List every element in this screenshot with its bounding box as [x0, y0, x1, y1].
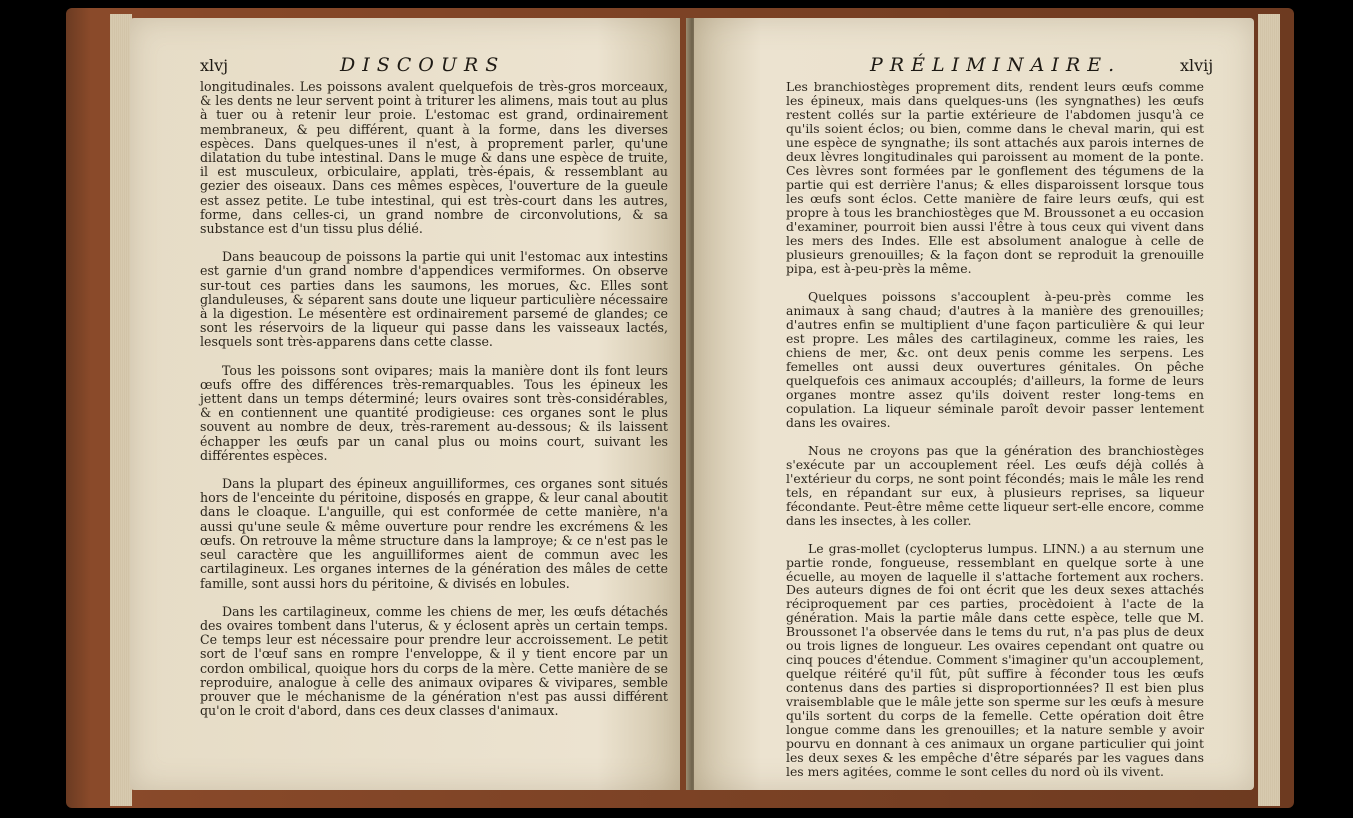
left-page-number: xlvj [200, 56, 229, 75]
paragraph: Dans beaucoup de poissons la partie qui unit l'estomac aux intestins est garnie d'un grand nombre d'appendices vermiformes. On observe sur-tout ces parties dans les saumons, les morues, &c. Elles sont glanduleuses, & séparent sans doute une liqueur particulière nécessaire à la digestion. Le mésentère est ordinairement parsemé de glandes; ce sont les réservoirs de la liqueur qui passe dans les vaisseaux lactés, lesquels sont très-apparens dans cette classe. [200, 249, 668, 350]
right-page-edge [1258, 14, 1280, 806]
left-running-head [200, 54, 670, 78]
paragraph: Tous les poissons sont ovipares; mais la manière dont ils font leurs œufs offre des différences très-remarquables. Tous les épineux les jettent dans un temps déterminé; leurs ovaires sont très-considérables, & en contiennent une quantité prodigieuse: ces organes sont le plus souvent au nombre de deux, très-rarement au-dessous; & ils laissent échapper les œufs par un canal plus ou moins court, suivant les différentes espèces. [200, 362, 668, 463]
paragraph: Quelques poissons s'accouplent à-peu-près comme les animaux à sang chaud; d'autres à la manière des grenouilles; d'autres enfin se multiplient d'une façon particulière & qui leur est propre. Les mâles des cartilagineux, comme les raies, les chiens de mer, &c. ont deux penis comme les serpens. Les femelles ont aussi deux ouvertures génitales. On pêche quelquefois ces animaux accouplés; d'ailleurs, la forme de leurs organes montre assez qu'ils doivent rester long-tems en copulation. La liqueur séminale paroît devoir passer lentement dans les ovaires. [786, 288, 1204, 430]
paragraph: Le gras-mollet (cyclopterus lumpus. LINN.) a au sternum une partie ronde, fongueuse, ressemblant en quelque sorte à une écuelle, au moyen de laquelle il s'attache fortement aux rochers. Des auteurs dignes de foi ont écrit que les deux sexes attachés réciproquement par ces parties, procèdoient à l'acte de la génération. Mais la partie mâle dans cette espèce, telle que M. Broussonet l'a observée dans le tems du rut, n'a pas plus de deux ou trois lignes de longueur. Les ovaires cependant ont quatre ou cinq pouces d'étendue. Comment s'imaginer qu'un accouplement, quelque réitéré qu'il fût, pût suffire à féconder tous les œufs contenus dans des parties si disproportionnées? Il est bien plus vraisemblable que le mâle jette son sperme sur les œufs à mesure qu'ils sortent du corps de la femelle. Cette opération doit être longue comme dans les grenouilles; et la nature semble y avoir pourvu en donnant à ces animaux un organe particulier qui joint les deux sexes & les empêche d'être séparés par les vagues dans les mers agitées, comme le sont celles du nord où ils vivent. [786, 540, 1204, 780]
paragraph: Dans les cartilagineux, comme les chiens de mer, les œufs détachés des ovaires tombent dans l'uterus, & y éclosent après un certain temps. Ce temps leur est nécessaire pour prendre leur accroissement. Le petit sort de l'œuf sans en rompre l'enveloppe, & il y tient encore par un cordon ombilical, quoique hors du corps de la mère. Cette manière de se reproduire, analogue à celle des animaux ovipares & vivipares, semble prouver que le méchanisme de la génération n'est pas aussi différent qu'on le croit d'abord, dans ces deux classes d'animaux. [200, 603, 668, 719]
right-page [694, 18, 1254, 790]
right-running-head [694, 54, 1254, 78]
paragraph: Dans la plupart des épineux anguilliformes, ces organes sont situés hors de l'enceinte du péritoine, disposés en grappe, & leur canal aboutit dans le cloaque. L'anguille, qui est conformée de cette manière, n'a aussi qu'une seule & même ouverture pour rendre les excrémens & les œufs. On retrouve la même structure dans la lamproye; & ce n'est pas le seul caractère que les anguilliformes aient de commun avec les cartilagineux. Les organes internes de la génération des mâles de cette famille, sont aussi hors du péritoine, & divisés en lobules. [200, 476, 668, 591]
right-page-number: xlvij [1180, 56, 1214, 75]
paragraph: longitudinales. Les poissons avalent quelquefois de très-gros morceaux, & les dents ne leur servent point à triturer les alimens, mais tout au plus à tuer ou à retenir leur proie. L'estomac est grand, ordinairement membraneux, & peu différent, quant à la forme, dans les diverses espèces. Dans quelques-unes il n'est, à proprement parler, qu'une dilatation du tube intestinal. Dans le muge & dans une espèce de truite, il est musculeux, orbiculaire, applati, très-épais, & ressemblant au gezier des oiseaux. Dans ces mêmes espèces, l'ouverture de la gueule est assez petite. Le tube intestinal, qui est très-court dans les autres, forme, dans celles-ci, un grand nombre de circonvolutions, & sa substance est d'un tissu plus délié. [200, 79, 668, 237]
left-page-edge [110, 14, 132, 806]
paragraph: Nous ne croyons pas que la génération des branchiostèges s'exécute par un accouplement réel. Les œufs déjà collés à l'extérieur du corps, ne sont point fécondés; mais le mâle les rend tels, en répandant sur eux, à plusieurs reprises, sa liqueur fécondante. Peut-être même cette liqueur sert-elle encore, comme dans les insectes, à les coller. [786, 442, 1204, 528]
left-body-text [200, 80, 668, 732]
right-body-text [786, 80, 1204, 793]
left-title: DISCOURS [340, 54, 506, 76]
right-title: PRÉLIMINAIRE. [870, 54, 1122, 76]
left-page [130, 18, 680, 790]
paragraph: Les branchiostèges proprement dits, rendent leurs œufs comme les épineux, mais dans quelques-uns (les syngnathes) les œufs restent collés sur la partie extérieure de l'abdomen jusqu'à ce qu'ils soient éclos; ou bien, comme dans le cheval marin, qui est une espèce de syngnathe; ils sont attachés aux parois internes de deux lèvres longitudinales qui paroissent au moment de la ponte. Ces lèvres sont formées par le gonflement des tégumens de la partie qui est derrière l'anus; & elles disparoissent lorsque tous les œufs sont éclos. Cette manière de faire leurs œufs, qui est propre à tous les branchiostèges que M. Broussonet a eu occasion d'examiner, pourroit bien aussi l'être à tous ceux qui vivent dans les mers des Indes. Elle est absolument analogue à celle de plusieurs grenouilles; & la façon dont se reproduit la grenouille pipa, est à-peu-près la même. [786, 79, 1204, 276]
